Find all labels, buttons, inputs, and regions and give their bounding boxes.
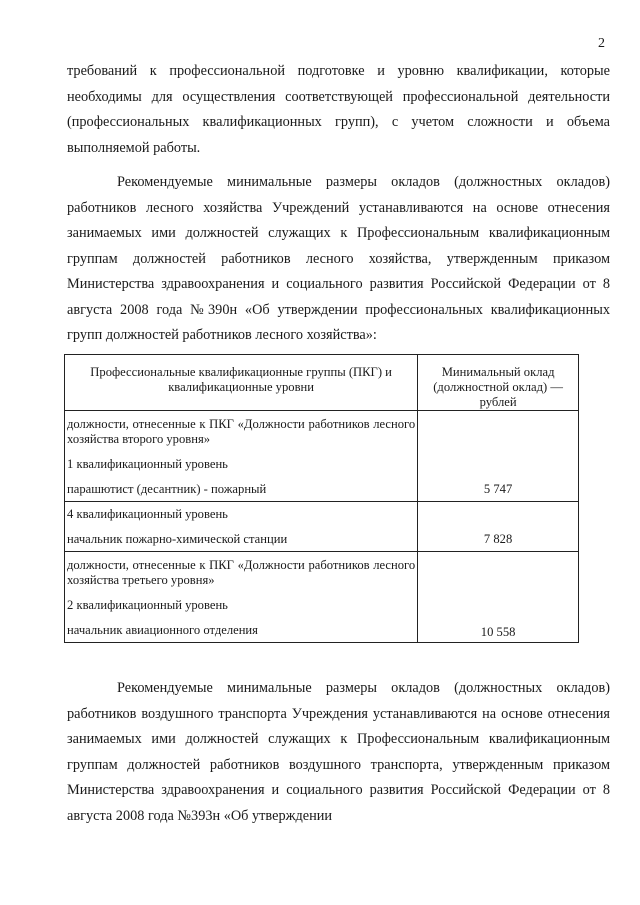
- salary-amount: 7 828: [483, 532, 513, 546]
- table-header-row: [65, 355, 579, 411]
- group-title: должности, отнесенные к ПКГ «Должности работников лесного хозяйства второго уровня»: [67, 417, 416, 446]
- qualification-table: [64, 354, 579, 643]
- header-col-salary: Минимальный оклад (должностной оклад) — рублей: [418, 355, 579, 411]
- table-row: [65, 502, 579, 552]
- paragraph-2: Рекомендуемые минимальные размеры окладов (должностных окладов) работников лесного хозяйства Учреждений устанавливаются на основе отнесения занимаемых ими должностей служащих к Профессиональным квалификационным группам должностей работников лесного хозяйства, утвержденным приказом Министерства здравоохранения и социального развития Российской Федерации от 8 августа 2008 года №390н «Об утверждении профессиональных квалификационных групп должностей работников лесного хозяйства»:: [67, 174, 610, 343]
- position-name: парашютист (десантник) - пожарный: [67, 482, 267, 496]
- group-title: должности, отнесенные к ПКГ «Должности работников лесного хозяйства третьего уровня»: [67, 558, 416, 587]
- header-col-groups: Профессиональные квалификационные группы (ПКГ) и квалификационные уровни: [65, 355, 418, 411]
- qualification-level: 1 квалификационный уровень: [67, 457, 228, 471]
- salary-amount: 10 558: [480, 625, 516, 639]
- table-row: [65, 411, 579, 502]
- paragraph-3: Рекомендуемые минимальные размеры окладов (должностных окладов) работников воздушного транспорта Учреждения устанавливаются на основе отнесения занимаемых ими должностей служащих к Профессиональным квалификационным группам должностей работников воздушного транспорта, утвержденным приказом Министерства здравоохранения и социального развития Российской Федерации от 8 августа 2008 года №393н «Об утверждении: [67, 680, 610, 824]
- qualification-level: 4 квалификационный уровень: [67, 507, 228, 521]
- page-number: 2: [598, 36, 605, 51]
- table-row: [65, 552, 579, 643]
- paragraph-1: требований к профессиональной подготовке и уровню квалификации, которые необходимы для осуществления соответствующей профессиональной деятельности (профессиональных квалификационных групп), с учетом сложности и объема выполняемой работы.: [67, 63, 610, 156]
- position-name: начальник пожарно-химической станции: [67, 532, 288, 546]
- salary-amount: 5 747: [483, 482, 513, 496]
- position-name: начальник авиационного отделения: [67, 623, 258, 637]
- qualification-level: 2 квалификационный уровень: [67, 598, 228, 612]
